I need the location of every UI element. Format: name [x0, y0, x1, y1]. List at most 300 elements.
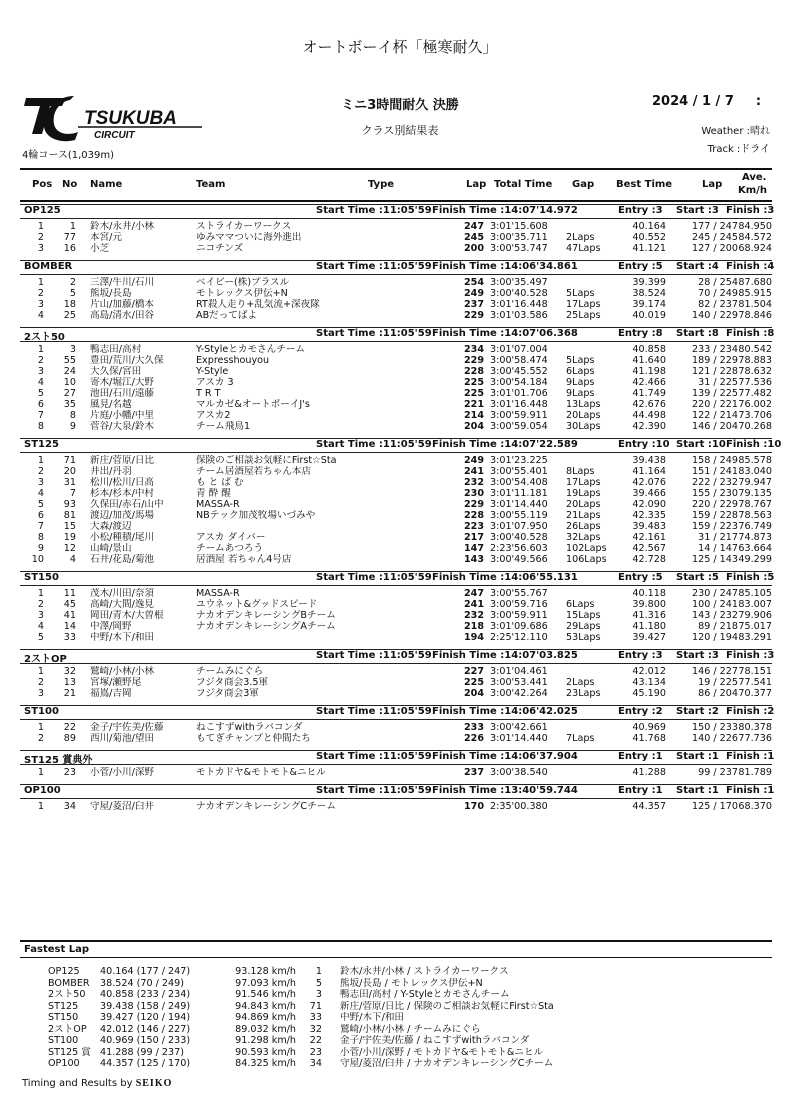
gap: 5Laps: [566, 288, 595, 299]
driver-names: 西川/菊池/望田: [90, 733, 155, 744]
result-row: [20, 599, 772, 610]
total-time: 3:00'35.497: [490, 277, 548, 288]
result-row: [20, 488, 772, 499]
team-name: チーム飛鳥1: [196, 421, 251, 432]
class-finish-time: Finish Time :14:07'06.368: [432, 328, 578, 339]
car-no: 93: [63, 499, 76, 510]
result-row: [20, 733, 772, 744]
best-lap: 189 / 229: [692, 355, 738, 366]
fastest-time: 39.427 (120 / 194): [100, 1012, 191, 1023]
fastest-class: ST125: [48, 1000, 79, 1012]
car-no: 5: [69, 288, 76, 299]
fastest-speed: 94.843 km/h: [235, 1000, 296, 1012]
col-ave-unit: Km/h: [738, 185, 767, 196]
driver-names: 高崎/大間/逸見: [90, 599, 155, 610]
class-start-time: Start Time :11:05'59: [316, 261, 432, 272]
laps: 223: [463, 521, 484, 532]
results-subtitle: クラス別結果表: [361, 124, 439, 137]
result-row: [20, 277, 772, 288]
class-header: [20, 750, 775, 766]
ave-speed: 85.105: [738, 588, 772, 599]
team-name: ナカオデンキレーシングAチーム: [196, 621, 336, 632]
ave-speed: 73.706: [738, 410, 772, 421]
best-lap: 89 / 218: [698, 621, 738, 632]
best-time: 39.427: [632, 632, 666, 643]
best-lap: 159 / 223: [692, 521, 738, 532]
class-header: [20, 784, 775, 799]
car-no: 9: [69, 421, 76, 432]
pos: 1: [37, 455, 44, 466]
class-entry-count: Entry :2: [618, 706, 663, 717]
result-row: [20, 232, 772, 243]
team-name: もてぎチャンプと仲間たち: [196, 733, 311, 744]
pos: 4: [37, 310, 44, 321]
best-lap: 146 / 204: [692, 421, 738, 432]
gap: 8Laps: [566, 466, 595, 477]
driver-names: 石井/花島/菊池: [90, 554, 155, 565]
best-lap: 120 / 194: [692, 632, 738, 643]
fastest-driver-team: 金子/宇佐美/佐藤 / ねこすずwithラバコンダ: [340, 1035, 530, 1046]
driver-names: 小菅/小川/深野: [90, 767, 155, 778]
team-name: 居酒屋 若ちゃん4号店: [196, 554, 292, 565]
best-lap: 155 / 230: [692, 488, 738, 499]
best-time: 39.438: [632, 455, 666, 466]
car-no: 25: [63, 310, 76, 321]
total-time: 3:00'54.184: [490, 377, 548, 388]
laps: 229: [463, 310, 484, 321]
result-row: [20, 688, 772, 699]
laps: 241: [463, 466, 484, 477]
best-time: 42.466: [632, 377, 666, 388]
result-row: [20, 477, 772, 488]
pos: 7: [37, 410, 44, 421]
car-no: 2: [69, 277, 76, 288]
best-time: 42.090: [632, 499, 666, 510]
result-row: [20, 521, 772, 532]
best-lap: 177 / 247: [692, 221, 738, 232]
driver-names: 池田/石川/遠藤: [90, 388, 155, 399]
fastest-car-no: 71: [309, 1000, 322, 1012]
team-name: チームあつろう: [196, 543, 264, 554]
class-name: BOMBER: [24, 261, 73, 272]
class-section: [20, 204, 775, 254]
laps: 200: [463, 243, 484, 254]
pos: 5: [37, 632, 44, 643]
team-name: ストライカーワークス: [196, 221, 292, 232]
total-time: 3:01'15.608: [490, 221, 548, 232]
best-lap: 122 / 214: [692, 410, 738, 421]
gap: 102Laps: [566, 543, 607, 554]
class-name: ST100: [24, 706, 59, 717]
ave-speed: 68.924: [738, 243, 772, 254]
best-time: 42.076: [632, 477, 666, 488]
car-no: 35: [63, 399, 76, 410]
result-row: [20, 632, 772, 643]
total-time: 3:01'11.181: [490, 488, 548, 499]
fastest-car-no: 22: [309, 1035, 322, 1046]
result-row: [20, 388, 772, 399]
driver-names: 小松/種積/尾川: [90, 532, 155, 543]
best-lap: 31 / 217: [698, 532, 738, 543]
gap: 13Laps: [566, 399, 601, 410]
result-row: [20, 377, 772, 388]
best-time: 41.164: [632, 466, 666, 477]
laps: 143: [463, 554, 484, 565]
pos: 2: [37, 288, 44, 299]
driver-names: 鷲崎/小林/小林: [90, 666, 155, 677]
team-name: アスカ2: [196, 410, 231, 421]
laps: 194: [463, 632, 484, 643]
class-entry-count: Entry :8: [618, 328, 663, 339]
laps: 225: [463, 388, 484, 399]
col-pos: Pos: [32, 179, 53, 190]
pos: 2: [37, 355, 44, 366]
result-row: [20, 722, 772, 733]
best-time: 44.357: [632, 801, 666, 812]
pos: 2: [37, 232, 44, 243]
pos: 1: [37, 767, 44, 778]
best-time: 42.728: [632, 554, 666, 565]
result-row: [20, 344, 772, 355]
pos: 2: [37, 599, 44, 610]
result-row: [20, 588, 772, 599]
race-date: [652, 94, 761, 109]
ave-speed: 83.040: [738, 466, 772, 477]
fastest-class: 2スト50: [48, 989, 86, 1000]
driver-names: 熊坂/長島: [90, 288, 132, 299]
driver-names: 山崎/景山: [90, 543, 132, 554]
gap: 21Laps: [566, 510, 601, 521]
best-lap: 86 / 204: [698, 688, 738, 699]
team-name: NBテック加茂牧場いづみや: [196, 510, 316, 521]
ave-speed: 78.632: [738, 366, 772, 377]
class-name: ST150: [24, 572, 59, 583]
laps: 237: [463, 299, 484, 310]
weather-label: Weather :晴れ: [701, 126, 770, 137]
pos: 1: [37, 722, 44, 733]
result-row: [20, 221, 772, 232]
class-start-count: Start :5: [676, 572, 719, 583]
footer-text: Timing and Results by: [22, 1078, 133, 1089]
best-time: 38.524: [632, 288, 666, 299]
fastest-driver-team: 中野/木下/和田: [340, 1012, 405, 1023]
car-no: 45: [63, 599, 76, 610]
ave-speed: 85.915: [738, 288, 772, 299]
fastest-driver-team: 守屋/菱沼/臼井 / ナカオデンキレーシングCチーム: [340, 1058, 554, 1069]
pos: 2: [37, 466, 44, 477]
laps: 227: [463, 666, 484, 677]
best-lap: 245 / 245: [692, 232, 738, 243]
gap: 20Laps: [566, 499, 601, 510]
ave-speed: 78.846: [738, 310, 772, 321]
fastest-speed: 97.093 km/h: [235, 977, 296, 989]
car-no: 32: [63, 666, 76, 677]
class-sections: [20, 204, 782, 812]
best-lap: 222 / 232: [692, 477, 738, 488]
best-time: 40.969: [632, 722, 666, 733]
best-time: 41.768: [632, 733, 666, 744]
pos: 6: [37, 399, 44, 410]
result-row: [20, 355, 772, 366]
pos: 9: [37, 543, 44, 554]
col-no: No: [62, 179, 78, 190]
result-row: [20, 399, 772, 410]
car-no: 21: [63, 688, 76, 699]
pos: 10: [31, 554, 44, 565]
laps: 170: [463, 801, 484, 812]
laps: 214: [463, 410, 484, 421]
team-name: アスカ ダイバー: [196, 532, 266, 543]
best-time: 42.567: [632, 543, 666, 554]
car-no: 7: [69, 488, 76, 499]
class-finish-time: Finish Time :14:06'55.131: [432, 572, 578, 583]
best-lap: 125 / 143: [692, 554, 738, 565]
total-time: 3:01'14.440: [490, 733, 548, 744]
driver-names: 福嶌/吉岡: [90, 688, 132, 699]
logo-tsukuba-text: TSUKUBA: [84, 108, 177, 129]
total-time: 3:00'42.661: [490, 722, 548, 733]
fastest-car-no: 34: [309, 1058, 322, 1069]
gap: 7Laps: [566, 733, 595, 744]
driver-names: 片庭/小幡/中里: [90, 410, 155, 421]
class-name: ST125 賞典外: [24, 755, 93, 766]
ave-speed: 77.736: [738, 733, 772, 744]
best-time: 42.390: [632, 421, 666, 432]
class-section: [20, 649, 775, 699]
fastest-time: 41.288 (99 / 237): [100, 1046, 184, 1058]
result-row: [20, 455, 772, 466]
ave-speed: 84.950: [738, 221, 772, 232]
pos: 5: [37, 499, 44, 510]
class-finish-count: Finish :3: [726, 205, 775, 216]
total-time: 3:00'45.552: [490, 366, 548, 377]
ave-speed: 70.268: [738, 421, 772, 432]
best-lap: 14 / 147: [698, 543, 738, 554]
best-lap: 82 / 237: [698, 299, 738, 310]
driver-names: 渡辺/加茂/馬場: [90, 510, 155, 521]
ave-speed: 81.504: [738, 299, 772, 310]
pos: 3: [37, 610, 44, 621]
gap: 20Laps: [566, 410, 601, 421]
laps: 228: [463, 510, 484, 521]
laps: 225: [463, 377, 484, 388]
gap: 53Laps: [566, 632, 601, 643]
best-time: 41.288: [632, 767, 666, 778]
pos: 1: [37, 801, 44, 812]
total-time: 2:25'12.110: [490, 632, 548, 643]
ave-speed: 79.135: [738, 488, 772, 499]
best-time: 42.161: [632, 532, 666, 543]
driver-names: 松川/松川/日高: [90, 477, 155, 488]
ave-speed: 76.749: [738, 521, 772, 532]
result-row: [20, 288, 772, 299]
ave-speed: 76.002: [738, 399, 772, 410]
best-time: 41.121: [632, 243, 666, 254]
fastest-driver-team: 鴨志田/高村 / Y-Styleとカモさんチーム: [340, 989, 510, 1000]
pos: 3: [37, 366, 44, 377]
best-lap: 100 / 241: [692, 599, 738, 610]
track-label: Track :ドライ: [707, 144, 770, 155]
class-finish-count: Finish :4: [726, 261, 775, 272]
total-time: 3:01'16.448: [490, 299, 548, 310]
laps: 230: [463, 488, 484, 499]
laps: 229: [463, 499, 484, 510]
fastest-lap-row: [20, 989, 772, 1001]
class-finish-time: Finish Time :14:06'34.861: [432, 261, 578, 272]
laps: 237: [463, 767, 484, 778]
car-no: 24: [63, 366, 76, 377]
best-lap: 70 / 249: [698, 288, 738, 299]
driver-names: 風見/名越: [90, 399, 132, 410]
fastest-class: OP125: [48, 966, 80, 977]
total-time: 2:35'00.380: [490, 801, 548, 812]
fastest-speed: 94.869 km/h: [235, 1012, 296, 1023]
gap: 15Laps: [566, 610, 601, 621]
best-time: 40.118: [632, 588, 666, 599]
best-time: 40.164: [632, 221, 666, 232]
best-lap: 31 / 225: [698, 377, 738, 388]
gap: 29Laps: [566, 621, 601, 632]
result-row: [20, 499, 772, 510]
fastest-speed: 84.325 km/h: [235, 1058, 296, 1069]
car-no: 23: [63, 767, 76, 778]
fastest-driver-team: 鈴木/永井/小林 / ストライカーワークス: [340, 966, 509, 977]
fastest-speed: 90.593 km/h: [235, 1046, 296, 1058]
ave-speed: 77.482: [738, 388, 772, 399]
class-header: [20, 571, 775, 586]
driver-names: 菅谷/大泉/鈴木: [90, 421, 155, 432]
gap: 9Laps: [566, 388, 595, 399]
total-time: 3:00'54.408: [490, 477, 548, 488]
fastest-driver-team: 小菅/小川/深野 / モトカドヤ&モトモト&ニヒル: [340, 1046, 544, 1058]
laps: 228: [463, 366, 484, 377]
class-section: [20, 784, 775, 812]
ave-speed: 77.541: [738, 677, 772, 688]
class-entry-count: Entry :3: [618, 650, 663, 661]
best-lap: 159 / 228: [692, 510, 738, 521]
car-no: 20: [63, 466, 76, 477]
best-lap: 220 / 229: [692, 499, 738, 510]
car-no: 34: [63, 801, 76, 812]
best-time: 44.498: [632, 410, 666, 421]
ave-speed: 83.291: [738, 632, 772, 643]
laps: 229: [463, 355, 484, 366]
class-entry-count: Entry :1: [618, 751, 663, 762]
class-start-count: Start :4: [676, 261, 719, 272]
driver-names: 鴨志田/高村: [90, 344, 142, 355]
car-no: 8: [69, 410, 76, 421]
fastest-lap-title: Fastest Lap: [20, 940, 772, 958]
ave-speed: 78.767: [738, 499, 772, 510]
team-name: も と ば む: [196, 477, 244, 488]
fastest-class: BOMBER: [48, 977, 90, 989]
gap: 106Laps: [566, 554, 607, 565]
pos: 2: [37, 677, 44, 688]
fastest-speed: 91.298 km/h: [235, 1035, 296, 1046]
class-start-time: Start Time :11:05'59: [316, 785, 432, 796]
fastest-car-no: 32: [309, 1023, 322, 1035]
driver-names: 久保田/赤石/山中: [90, 499, 164, 510]
class-section: [20, 438, 782, 565]
gap: 6Laps: [566, 366, 595, 377]
result-row: [20, 366, 772, 377]
car-no: 13: [63, 677, 76, 688]
best-lap: 140 / 226: [692, 733, 738, 744]
col-ave: Ave.: [742, 172, 767, 183]
best-time: 39.483: [632, 521, 666, 532]
class-finish-time: Finish Time :13:40'59.744: [432, 785, 578, 796]
pos: 6: [37, 510, 44, 521]
car-no: 27: [63, 388, 76, 399]
logo-circuit-text: CIRCUIT: [94, 130, 135, 141]
best-lap: 233 / 234: [692, 344, 738, 355]
best-lap: 127 / 200: [692, 243, 738, 254]
car-no: 3: [69, 344, 76, 355]
class-name: 2ストOP: [24, 654, 67, 665]
laps: 254: [463, 277, 484, 288]
col-best-time: Best Time: [616, 179, 673, 190]
col-team: Team: [196, 179, 226, 190]
fastest-driver-team: 熊坂/長島 / モトレックス伊伝+N: [340, 977, 483, 989]
driver-names: 金子/宇佐美/佐藤: [90, 722, 164, 733]
fastest-lap-row: [20, 1047, 772, 1059]
total-time: 3:00'40.528: [490, 532, 548, 543]
pos: 1: [37, 277, 44, 288]
class-start-count: Start :10: [676, 439, 726, 450]
result-row: [20, 621, 772, 632]
class-start-count: Start :1: [676, 751, 719, 762]
team-name: ねこすずwithラバコンダ: [196, 722, 303, 733]
fastest-time: 40.969 (150 / 233): [100, 1035, 191, 1046]
car-no: 55: [63, 355, 76, 366]
pos: 5: [37, 388, 44, 399]
best-time: 40.552: [632, 232, 666, 243]
gap: 17Laps: [566, 299, 601, 310]
fastest-car-no: 23: [309, 1046, 322, 1058]
car-no: 71: [63, 455, 76, 466]
total-time: 3:00'49.566: [490, 554, 548, 565]
car-no: 14: [63, 621, 76, 632]
best-lap: 146 / 227: [692, 666, 738, 677]
team-name: Y-Styleとカモさんチーム: [196, 344, 306, 355]
race-title: ミニ3時間耐久 決勝: [341, 98, 459, 113]
ave-speed: 63.664: [738, 543, 772, 554]
car-no: 33: [63, 632, 76, 643]
driver-names: 岡田/青木/大曽根: [90, 610, 164, 621]
ave-speed: 87.680: [738, 277, 772, 288]
driver-names: 鈴木/永井/小林: [90, 221, 155, 232]
driver-names: 井出/丹羽: [90, 466, 132, 477]
gap: 47Laps: [566, 243, 601, 254]
team-name: 青 酔 醒: [196, 488, 231, 499]
best-time: 41.749: [632, 388, 666, 399]
class-finish-time: Finish Time :14:06'42.025: [432, 706, 578, 717]
total-time: 3:00'59.716: [490, 599, 548, 610]
pos: 4: [37, 488, 44, 499]
fastest-car-no: 1: [315, 966, 322, 977]
class-header: [20, 327, 775, 343]
fastest-lap-row: [20, 1012, 772, 1024]
fastest-time: 44.357 (125 / 170): [100, 1058, 191, 1069]
total-time: 3:00'55.767: [490, 588, 548, 599]
class-finish-count: Finish :10: [726, 439, 782, 450]
best-time: 39.174: [632, 299, 666, 310]
driver-names: 高島/清水/田谷: [90, 310, 155, 321]
timing-credit: [22, 1078, 172, 1089]
fastest-speed: 89.032 km/h: [235, 1023, 296, 1035]
fastest-driver-team: 新庄/菅原/日比 / 保険のご相談お気軽にFirst☆Sta: [340, 1000, 554, 1012]
driver-names: 茂木/川田/奈須: [90, 588, 155, 599]
